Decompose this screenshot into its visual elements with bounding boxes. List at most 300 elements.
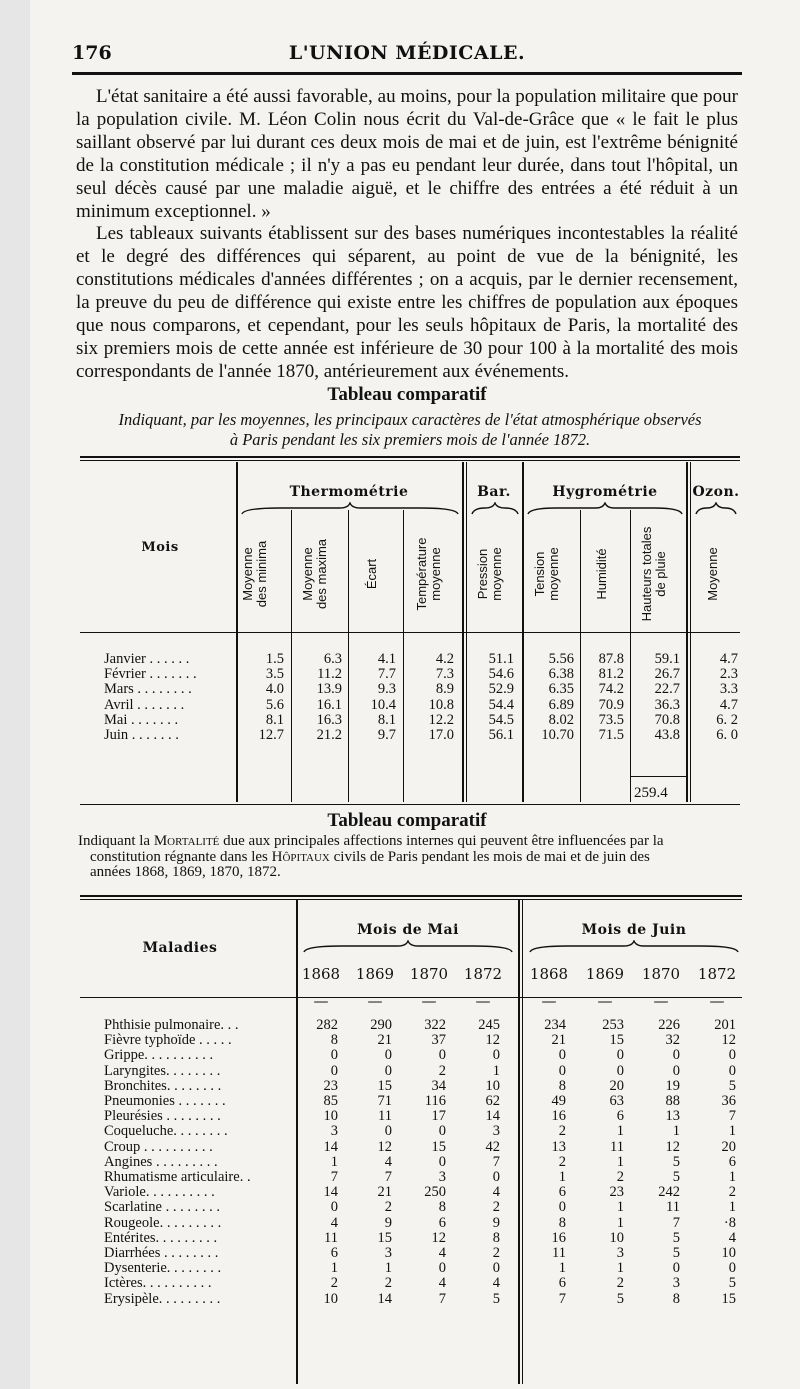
table2-cell: 4 bbox=[384, 1153, 392, 1170]
year-header: 1870 bbox=[641, 965, 681, 983]
table1-cell: 36.3 bbox=[654, 696, 680, 713]
paragraph-2: Les tableaux suivants établissent sur des bases numériques incontestables la réalité et le degré des différences qui séparent, au point de vue de la bénignité, les constitutions médicales d'années différentes ; on a acquis, par le dernier recensement, la preuve du peu de différence qui existe entre les chiffres de population aux époques que nous comparons, et cependant, pour les seuls hôpitaux de Paris, la mortalité des six premiers mois de cette année est inférieure de 30 pour 100 à la mortalité des mois correspondants de l'année 1870, antérieurement aux événements. bbox=[76, 223, 738, 382]
table2-cell: 1 bbox=[672, 1123, 680, 1140]
month-label: Mai . . . . . . . bbox=[104, 711, 179, 728]
rain-total: 259.4 bbox=[634, 785, 668, 801]
disease-label: Scarlatine . . . . . . . . bbox=[104, 1199, 220, 1216]
table2-cell: 0 bbox=[558, 1199, 566, 1216]
table1-cell: 13.9 bbox=[316, 681, 342, 698]
table1-cell: 52.9 bbox=[488, 681, 514, 698]
table2-cell: 13 bbox=[665, 1108, 680, 1125]
table2-cell: 8 bbox=[438, 1199, 446, 1216]
table2-cell: 4 bbox=[728, 1229, 736, 1246]
table1-cell: 4.1 bbox=[377, 651, 396, 667]
group-thermometrie: Thermométrie bbox=[289, 484, 409, 500]
brace-thermometrie bbox=[240, 502, 460, 516]
table2-cell: 0 bbox=[672, 1062, 680, 1079]
table2-cell: 8 bbox=[330, 1032, 338, 1049]
table1-cell: 6.38 bbox=[548, 666, 574, 683]
table2-cell: 5 bbox=[672, 1245, 680, 1262]
table2-cell: 0 bbox=[438, 1047, 446, 1064]
table2-cell: 245 bbox=[478, 1017, 500, 1033]
table1-cell: 6. 2 bbox=[716, 711, 738, 728]
table2-cell: 0 bbox=[558, 1047, 566, 1064]
table2-cell: 4 bbox=[330, 1214, 338, 1231]
table1-cell: 16.3 bbox=[316, 711, 342, 728]
year-header: 1872 bbox=[697, 965, 737, 983]
colhead-ecart bbox=[365, 519, 385, 629]
table2-cell: 20 bbox=[721, 1138, 736, 1155]
table1-cell: 7.3 bbox=[435, 666, 454, 683]
table2-cell: 0 bbox=[384, 1062, 392, 1079]
table2-cell: 10 bbox=[609, 1229, 624, 1246]
table2-cell: 19 bbox=[665, 1077, 680, 1094]
table2-cell: 0 bbox=[330, 1047, 338, 1064]
table2-cell: 15 bbox=[431, 1138, 446, 1155]
col-mai-1870 bbox=[410, 1018, 446, 1307]
table1-vline-1 bbox=[236, 462, 238, 802]
col-mai-1869 bbox=[356, 1018, 392, 1307]
table1-vline-b bbox=[348, 510, 349, 802]
table1-cell: 10.70 bbox=[541, 727, 574, 744]
table1-cell: 16.1 bbox=[316, 696, 342, 713]
disease-label: Dysenterie. . . . . . . . bbox=[104, 1260, 222, 1277]
table1-cell: 6.35 bbox=[548, 681, 574, 698]
year-dash: — bbox=[475, 992, 491, 1010]
table2-cell: 21 bbox=[377, 1184, 392, 1201]
disease-label: Croup . . . . . . . . . . bbox=[104, 1138, 213, 1155]
table1-cell: 8.1 bbox=[265, 711, 284, 728]
month-label: Février . . . . . . . bbox=[104, 666, 197, 683]
table1-vline-4b bbox=[690, 462, 691, 802]
disease-label: Laryngites. . . . . . . . bbox=[104, 1062, 221, 1079]
colhead-tension-moyenne bbox=[533, 519, 569, 629]
table1-cell: 10.4 bbox=[370, 696, 396, 713]
col-ecart bbox=[352, 652, 396, 743]
col-juin-1870 bbox=[642, 1018, 680, 1307]
table1-cell: 17.0 bbox=[428, 727, 454, 744]
table1-cell: 6. 0 bbox=[716, 727, 738, 744]
table2-cell: 36 bbox=[721, 1093, 736, 1110]
table2-cell: 12 bbox=[377, 1138, 392, 1155]
table2-cell: 201 bbox=[714, 1017, 736, 1033]
table1-cell: 59.1 bbox=[654, 651, 680, 667]
table2-cell: 20 bbox=[609, 1077, 624, 1094]
year-header: 1869 bbox=[585, 965, 625, 983]
colhead-line: de pluie bbox=[653, 551, 668, 597]
header-rule bbox=[72, 72, 742, 75]
table2-cell: 0 bbox=[330, 1199, 338, 1216]
colhead-temperature-moyenne bbox=[415, 519, 451, 629]
table2-cell: 62 bbox=[485, 1093, 500, 1110]
table1-cell: 6.89 bbox=[548, 696, 574, 713]
group-mois-de-mai: Mois de Mai bbox=[357, 922, 459, 938]
year-header: 1870 bbox=[409, 965, 449, 983]
table2-cell: 290 bbox=[370, 1017, 392, 1033]
year-header: 1868 bbox=[301, 965, 341, 983]
table2-cell: 15 bbox=[609, 1032, 624, 1049]
table2-subtitle-smallcaps: Hôpitaux bbox=[271, 848, 330, 865]
table2-cell: 11 bbox=[378, 1108, 392, 1125]
table2-cell: 0 bbox=[438, 1123, 446, 1140]
table2-cell: 5 bbox=[492, 1290, 500, 1307]
table2-cell: 0 bbox=[728, 1062, 736, 1079]
table2-cell: 14 bbox=[485, 1108, 500, 1125]
table2-cell: 1 bbox=[330, 1153, 338, 1170]
table1-cell: 81.2 bbox=[598, 666, 624, 683]
disease-label: Diarrhées . . . . . . . . bbox=[104, 1245, 219, 1262]
table2-cell: 0 bbox=[384, 1123, 392, 1140]
colhead-line: Écart bbox=[364, 558, 379, 590]
table2-cell: 3 bbox=[384, 1245, 392, 1262]
table2-cell: 10 bbox=[323, 1290, 338, 1307]
disease-label: Grippe. . . . . . . . . . bbox=[104, 1047, 214, 1064]
month-label: Juin . . . . . . . bbox=[104, 727, 179, 744]
table2-title: Tableau comparatif bbox=[327, 810, 487, 831]
brace-ozon bbox=[694, 502, 738, 516]
table2-cell: 1 bbox=[728, 1123, 736, 1140]
brace-hygrometrie bbox=[526, 502, 684, 516]
table2-top-rule-thin bbox=[80, 899, 742, 900]
table2-vline-2b bbox=[522, 900, 523, 1384]
table2-cell: 4 bbox=[438, 1275, 446, 1292]
table2-cell: 7 bbox=[384, 1169, 392, 1186]
table2-cell: 0 bbox=[438, 1153, 446, 1170]
table2-cell: 34 bbox=[431, 1077, 446, 1094]
year-dash: — bbox=[367, 992, 383, 1010]
table2-cell: 16 bbox=[551, 1108, 566, 1125]
table1-cell: 4.7 bbox=[719, 651, 738, 667]
colhead-ozon-moyenne bbox=[706, 519, 726, 629]
table1-cell: 8.9 bbox=[435, 681, 454, 698]
table2-cell: 0 bbox=[728, 1260, 736, 1277]
table2-cell: 21 bbox=[551, 1032, 566, 1049]
group-mois-de-juin: Mois de Juin bbox=[581, 922, 687, 938]
year-dash: — bbox=[709, 992, 725, 1010]
colhead-line: moyenne bbox=[546, 547, 561, 601]
table2-cell: 3 bbox=[616, 1245, 624, 1262]
table2-cell: 9 bbox=[492, 1214, 500, 1231]
col-mai-1868 bbox=[302, 1018, 338, 1307]
table1-vline-2 bbox=[462, 462, 464, 802]
table2-cell: 6 bbox=[330, 1245, 338, 1262]
table1-vline-d bbox=[580, 510, 581, 802]
table1-cell: 1.5 bbox=[265, 651, 284, 667]
table1-cell: 6.3 bbox=[323, 651, 342, 667]
colhead-line: Moyenne bbox=[240, 547, 255, 601]
table1-cell: 4.0 bbox=[265, 681, 284, 698]
table2-subtitle-part: due aux principales affections internes qui peuvent être influencées par la bbox=[219, 833, 664, 849]
table1-subtitle-line2: à Paris pendant les six premiers mois de l'année 1872. bbox=[229, 430, 591, 449]
col-moyenne-minima bbox=[240, 652, 284, 743]
table2-cell: 1 bbox=[616, 1260, 624, 1277]
table1-title: Tableau comparatif bbox=[327, 384, 487, 405]
journal-title: L'UNION MÉDICALE. bbox=[288, 42, 526, 64]
table2-cell: 7 bbox=[728, 1108, 736, 1125]
table1-cell: 70.8 bbox=[654, 711, 680, 728]
table1-top-rule-thin bbox=[80, 460, 740, 461]
table2-cell: 0 bbox=[558, 1062, 566, 1079]
table2-cell: 2 bbox=[384, 1275, 392, 1292]
table2-cell: 6 bbox=[616, 1108, 624, 1125]
table1-cell: 3.5 bbox=[265, 666, 284, 683]
table1-subtitle-line1: Indiquant, par les moyennes, les principaux caractères de l'état atmosphérique observés bbox=[118, 410, 702, 429]
group-bar: Bar. bbox=[477, 484, 511, 500]
table2-cell: 10 bbox=[323, 1108, 338, 1125]
table2-cell: 7 bbox=[492, 1153, 500, 1170]
table1-cell: 7.7 bbox=[377, 666, 396, 683]
table2-cell: 5 bbox=[672, 1229, 680, 1246]
col-ozon-moyenne bbox=[694, 652, 738, 743]
colhead-moyenne-maxima bbox=[301, 519, 337, 629]
table1-cell: 54.6 bbox=[488, 666, 514, 683]
running-head bbox=[72, 42, 742, 68]
colhead-pression-moyenne bbox=[476, 519, 512, 629]
table2-cell: 8 bbox=[558, 1077, 566, 1094]
table1-cell: 9.3 bbox=[377, 681, 396, 698]
table2-cell: 14 bbox=[377, 1290, 392, 1307]
table2-cell: 5 bbox=[728, 1275, 736, 1292]
table2-cell: 37 bbox=[431, 1032, 446, 1049]
table2-cell: 11 bbox=[666, 1199, 680, 1216]
table2-cell: 1 bbox=[616, 1153, 624, 1170]
table2-cell: 8 bbox=[492, 1229, 500, 1246]
table2-cell: 5 bbox=[616, 1290, 624, 1307]
year-dash: — bbox=[597, 992, 613, 1010]
colhead-line: des maxima bbox=[314, 538, 329, 610]
table2-cell: 0 bbox=[672, 1047, 680, 1064]
table1-vline-2b bbox=[466, 462, 467, 802]
col-humidite bbox=[584, 652, 624, 743]
table2-cell: 14 bbox=[323, 1138, 338, 1155]
table2-cell: 0 bbox=[672, 1260, 680, 1277]
colhead-line: Humidité bbox=[594, 548, 609, 600]
brace-bar bbox=[470, 502, 520, 516]
year-header: 1868 bbox=[529, 965, 569, 983]
table2-cell: 2 bbox=[492, 1199, 500, 1216]
table1-cell: 5.56 bbox=[548, 651, 574, 667]
body-text bbox=[76, 86, 738, 384]
colhead-line: Température bbox=[414, 537, 429, 611]
month-label: Mars . . . . . . . . bbox=[104, 681, 192, 698]
table2-cell: 15 bbox=[721, 1290, 736, 1307]
month-label: Janvier . . . . . . bbox=[104, 651, 190, 667]
col-juin-1869 bbox=[586, 1018, 624, 1307]
table2-cell: 7 bbox=[330, 1169, 338, 1186]
table1-cell: 71.5 bbox=[598, 727, 624, 744]
year-dash: — bbox=[541, 992, 557, 1010]
colhead-line: Tension bbox=[532, 551, 547, 597]
table2-subtitle-part: Indiquant la bbox=[78, 833, 154, 849]
table1-subtitle bbox=[90, 410, 730, 450]
table1-cell: 54.5 bbox=[488, 711, 514, 728]
table2-cell: 2 bbox=[616, 1169, 624, 1186]
table2-cell: 1 bbox=[492, 1062, 500, 1079]
table1-cell: 2.3 bbox=[719, 666, 738, 683]
table1-vline-a bbox=[291, 510, 292, 802]
table2-cell: 1 bbox=[728, 1199, 736, 1216]
col-moyenne-maxima bbox=[296, 652, 342, 743]
table2-cell: 63 bbox=[609, 1093, 624, 1110]
group-ozon: Ozon. bbox=[692, 484, 740, 500]
table1-cell: 73.5 bbox=[598, 711, 624, 728]
paragraph-1: L'état sanitaire a été aussi favorable, au moins, pour la population militaire que pour la population civile. M. Léon Colin nous écrit du Val-de-Grâce que « le fait le plus saillant observé par lui durant ces deux mois de mai et de juin, est l'extrême bénignité de la constitution médicale ; il n'y a pas eu pendant leur durée, dans tout l'hôpital, un seul décès causé par une maladie aiguë, et le chiffre des entrées a été réduit à un minimum exceptionnel. » bbox=[76, 86, 738, 222]
table1-cell: 9.7 bbox=[377, 727, 396, 744]
table2-cell: 11 bbox=[610, 1138, 624, 1155]
table1-cell: 12.7 bbox=[258, 727, 284, 744]
table2-cell: 2 bbox=[384, 1199, 392, 1216]
table2-cell: 5 bbox=[728, 1077, 736, 1094]
table2-cell: 1 bbox=[558, 1169, 566, 1186]
table2-cell: 23 bbox=[609, 1184, 624, 1201]
table2-cell: 0 bbox=[616, 1047, 624, 1064]
table2-cell: 1 bbox=[728, 1169, 736, 1186]
table2-cell: 8 bbox=[558, 1214, 566, 1231]
table2-subtitle-part: civils de Paris pendant les mois de mai et de juin des bbox=[329, 848, 650, 865]
table2-top-rule bbox=[80, 895, 742, 897]
table2-cell: ·8 bbox=[723, 1214, 736, 1231]
disease-label: Angines . . . . . . . . . bbox=[104, 1153, 218, 1170]
table1-cell: 12.2 bbox=[428, 711, 454, 728]
table1-mois-header: Mois bbox=[141, 540, 179, 555]
page-number: 176 bbox=[72, 42, 112, 64]
disease-label: Pleurésies . . . . . . . . bbox=[104, 1108, 221, 1125]
table1-cell: 70.9 bbox=[598, 696, 624, 713]
year-dash: — bbox=[313, 992, 329, 1010]
disease-label: Erysipèle. . . . . . . . . bbox=[104, 1290, 221, 1307]
table1-cell: 21.2 bbox=[316, 727, 342, 744]
table2-cell: 1 bbox=[330, 1260, 338, 1277]
colhead-humidite bbox=[595, 519, 615, 629]
table2-cell: 242 bbox=[658, 1184, 680, 1201]
table2-cell: 15 bbox=[377, 1229, 392, 1246]
table1-cell: 74.2 bbox=[598, 681, 624, 698]
table2-cell: 15 bbox=[377, 1077, 392, 1094]
table2-cell: 226 bbox=[658, 1017, 680, 1033]
brace-mai bbox=[302, 940, 514, 954]
table2-cell: 0 bbox=[384, 1047, 392, 1064]
table2-cell: 2 bbox=[616, 1275, 624, 1292]
table2-cell: 3 bbox=[492, 1123, 500, 1140]
table1-cell: 51.1 bbox=[488, 651, 514, 667]
table2-cell: 12 bbox=[485, 1032, 500, 1049]
table2-subtitle-part: constitution régnante dans les bbox=[90, 848, 272, 865]
colhead-line: Moyenne bbox=[300, 547, 315, 601]
month-label: Avril . . . . . . . bbox=[104, 696, 185, 713]
table2-cell: 234 bbox=[544, 1017, 566, 1033]
table2-cell: 116 bbox=[424, 1093, 446, 1110]
table2-cell: 88 bbox=[665, 1093, 680, 1110]
table2-maladies-header: Maladies bbox=[142, 940, 218, 956]
disease-label: Bronchites. . . . . . . . bbox=[104, 1077, 222, 1094]
table2-cell: 49 bbox=[551, 1093, 566, 1110]
table2-cell: 42 bbox=[485, 1138, 500, 1155]
table2-cell: 23 bbox=[323, 1077, 338, 1094]
table1-cell: 54.4 bbox=[488, 696, 514, 713]
table2-cell: 0 bbox=[728, 1047, 736, 1064]
colhead-line: moyenne bbox=[489, 547, 504, 601]
table2-cell: 17 bbox=[431, 1108, 446, 1125]
table2-cell: 1 bbox=[616, 1199, 624, 1216]
table2-subtitle bbox=[78, 834, 748, 881]
table2-cell: 12 bbox=[665, 1138, 680, 1155]
disease-label: Coqueluche. . . . . . . . bbox=[104, 1123, 228, 1140]
table2-cell: 1 bbox=[558, 1260, 566, 1277]
table1-bottom-rule bbox=[80, 804, 740, 805]
table2-subtitle-line2 bbox=[78, 850, 748, 866]
table2-cell: 1 bbox=[616, 1123, 624, 1140]
table2-cell: 0 bbox=[492, 1047, 500, 1064]
table1-cell: 87.8 bbox=[598, 651, 624, 667]
table2-cell: 2 bbox=[330, 1275, 338, 1292]
disease-label: Rougeole. . . . . . . . . bbox=[104, 1214, 222, 1231]
colhead-line: Pression bbox=[475, 548, 490, 600]
disease-label: Phthisie pulmonaire. . . bbox=[104, 1017, 239, 1033]
table2-cell: 1 bbox=[384, 1260, 392, 1277]
table1-months bbox=[104, 652, 234, 743]
table2-cell: 282 bbox=[316, 1017, 338, 1033]
table2-cell: 6 bbox=[438, 1214, 446, 1231]
table2-cell: 2 bbox=[492, 1245, 500, 1262]
table2-cell: 4 bbox=[492, 1184, 500, 1201]
table2-cell: 4 bbox=[492, 1275, 500, 1292]
table2-cell: 1 bbox=[616, 1214, 624, 1231]
table1-cell: 56.1 bbox=[488, 727, 514, 744]
disease-label: Ictères. . . . . . . . . . bbox=[104, 1275, 212, 1292]
table2-cell: 0 bbox=[616, 1062, 624, 1079]
table2-cell: 250 bbox=[424, 1184, 446, 1201]
table1-vline-e bbox=[630, 510, 631, 802]
table2-cell: 9 bbox=[384, 1214, 392, 1231]
colhead-line: Moyenne bbox=[705, 547, 720, 601]
colhead-line: des minima bbox=[254, 540, 269, 608]
group-hygrometrie: Hygrométrie bbox=[552, 484, 658, 500]
table1-vline-c bbox=[403, 510, 404, 802]
colhead-hauteurs-pluie bbox=[640, 519, 676, 629]
table2-cell: 0 bbox=[492, 1169, 500, 1186]
table2-diseases bbox=[104, 1018, 294, 1307]
col-hauteurs-pluie bbox=[636, 652, 680, 743]
table1-cell: 8.02 bbox=[548, 711, 574, 728]
table2-cell: 85 bbox=[323, 1093, 338, 1110]
table2-cell: 0 bbox=[330, 1062, 338, 1079]
table1-cell: 11.2 bbox=[317, 666, 342, 683]
table2-cell: 0 bbox=[492, 1260, 500, 1277]
table2-cell: 71 bbox=[377, 1093, 392, 1110]
table2-cell: 12 bbox=[721, 1032, 736, 1049]
brace-juin bbox=[528, 940, 740, 954]
table1-cell: 3.3 bbox=[719, 681, 738, 698]
table2-cell: 6 bbox=[728, 1153, 736, 1170]
table2-cell: 8 bbox=[672, 1290, 680, 1307]
table2-cell: 16 bbox=[551, 1229, 566, 1246]
table2-cell: 11 bbox=[324, 1229, 338, 1246]
table2-cell: 13 bbox=[551, 1138, 566, 1155]
table2-cell: 5 bbox=[672, 1169, 680, 1186]
table1-cell: 10.8 bbox=[428, 696, 454, 713]
year-header: 1869 bbox=[355, 965, 395, 983]
colhead-moyenne-minima bbox=[241, 519, 277, 629]
table2-cell: 6 bbox=[558, 1275, 566, 1292]
col-pression-moyenne bbox=[470, 652, 514, 743]
table2-cell: 253 bbox=[602, 1017, 624, 1033]
table2-cell: 2 bbox=[728, 1184, 736, 1201]
disease-label: Pneumonies . . . . . . . bbox=[104, 1093, 226, 1110]
table1-cell: 4.7 bbox=[719, 696, 738, 713]
table2-subtitle-smallcaps: Mortalité bbox=[153, 833, 220, 849]
disease-label: Variole. . . . . . . . . . bbox=[104, 1184, 215, 1201]
table1-vline-3 bbox=[522, 462, 524, 802]
